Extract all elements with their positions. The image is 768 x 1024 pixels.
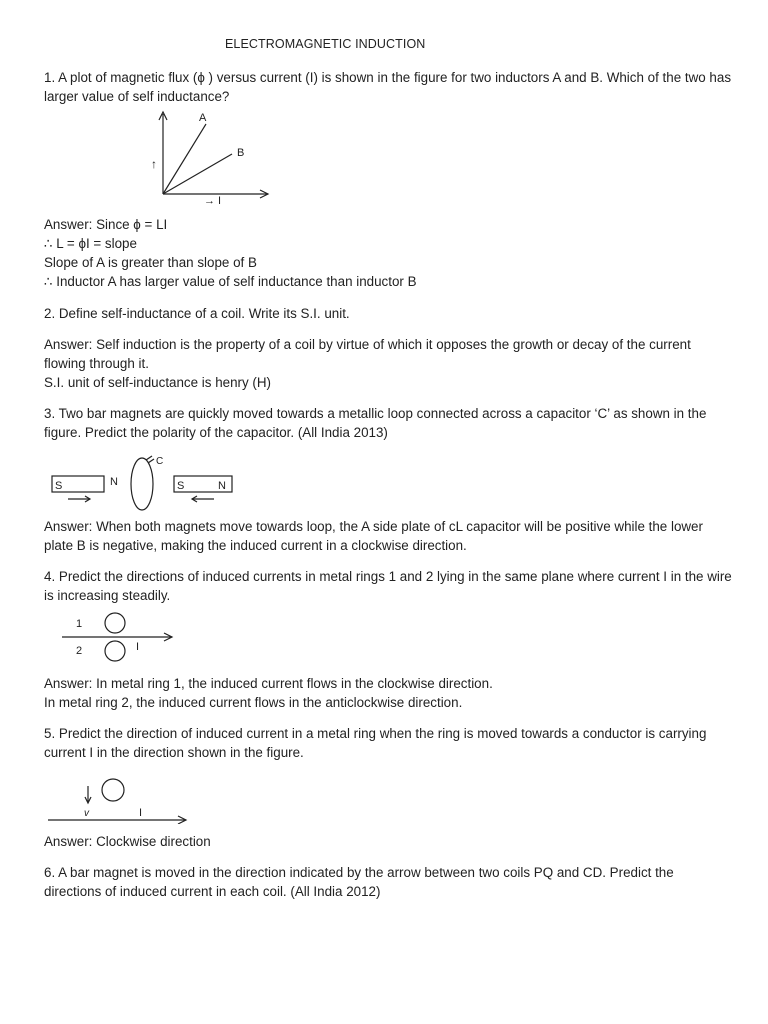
label-b: B: [237, 147, 245, 159]
answer-line: ∴ Inductor A has larger value of self inductance than inductor B: [44, 274, 417, 289]
question-6: 6. A bar magnet is moved in the direction indicated by the arrow between two coils PQ and CD. Predict the directions of induced current in each coil. (All India 2012): [44, 865, 674, 899]
bar-magnets-loop-figure: [48, 452, 238, 514]
ring-2: [105, 641, 125, 661]
question-1: 1. A plot of magnetic flux (ϕ ) versus current (I) is shown in the figure for two inductors A and B. Which of the two has larger value of self inductance?: [44, 70, 732, 104]
phi-arrow: ↑: [151, 157, 157, 171]
ring-2-label: 2: [76, 645, 83, 657]
page-title: ELECTROMAGNETIC INDUCTION: [225, 37, 426, 51]
rings-wire-figure: [60, 608, 180, 668]
left-n-label: N: [110, 476, 118, 488]
question-4: 4. Predict the directions of induced currents in metal rings 1 and 2 lying in the same plane where current I in the wire is increasing steadily.: [44, 569, 732, 603]
ring-1-label: 1: [76, 618, 83, 630]
metal-loop: [131, 458, 153, 510]
answer-line: Answer: When both magnets move towards loop, the A side plate of cL capacitor will be positive while the lower plate B is negative, making the induced current in a clockwise direction.: [44, 519, 703, 553]
capacitor-plate-b: [148, 459, 154, 463]
answer-2: [44, 335, 734, 392]
answer-3: [44, 517, 734, 555]
velocity-label: v: [84, 808, 89, 819]
right-n-label: N: [218, 480, 226, 492]
answer-line: Answer: Clockwise direction: [44, 834, 211, 849]
line-a: [163, 124, 206, 194]
ring-1: [105, 613, 125, 633]
question-5: 5. Predict the direction of induced current in a metal ring when the ring is moved towards a conductor is carrying current I in the direction shown in the figure.: [44, 726, 707, 760]
question-3: 3. Two bar magnets are quickly moved towards a metallic loop connected across a capacitor ‘C’ as shown in the figure. Predict the polarity of the capacitor. (All India 2013): [44, 406, 707, 440]
current-label: → I: [204, 195, 222, 207]
current-label: I: [136, 641, 140, 653]
flux-current-graph: [140, 108, 280, 208]
capacitor-plate-a: [146, 456, 152, 460]
answer-line: Answer: Self induction is the property of a coil by virtue of which it opposes the growth or decay of the current flowing through it.: [44, 337, 691, 371]
answer-5: [44, 832, 734, 851]
label-a: A: [199, 112, 207, 124]
right-s-label: S: [177, 480, 185, 492]
answer-line: In metal ring 2, the induced current flows in the anticlockwise direction.: [44, 695, 463, 710]
line-b: [163, 154, 232, 194]
answer-4: [44, 674, 734, 712]
current-label: I: [139, 807, 143, 819]
answer-line: ∴ L = ϕI = slope: [44, 236, 137, 251]
question-2: 2. Define self-inductance of a coil. Write its S.I. unit.: [44, 306, 350, 321]
ring-conductor-figure: [46, 774, 196, 824]
answer-line: Slope of A is greater than slope of B: [44, 255, 257, 270]
answer-line: Answer: In metal ring 1, the induced current flows in the clockwise direction.: [44, 676, 493, 691]
answer-line: Answer: Since ϕ = LI: [44, 217, 168, 232]
metal-ring: [102, 779, 124, 801]
answer-line: S.I. unit of self-inductance is henry (H): [44, 375, 271, 390]
answer-1: [44, 215, 734, 291]
left-s-label: S: [55, 480, 63, 492]
capacitor-label: C: [156, 456, 164, 467]
